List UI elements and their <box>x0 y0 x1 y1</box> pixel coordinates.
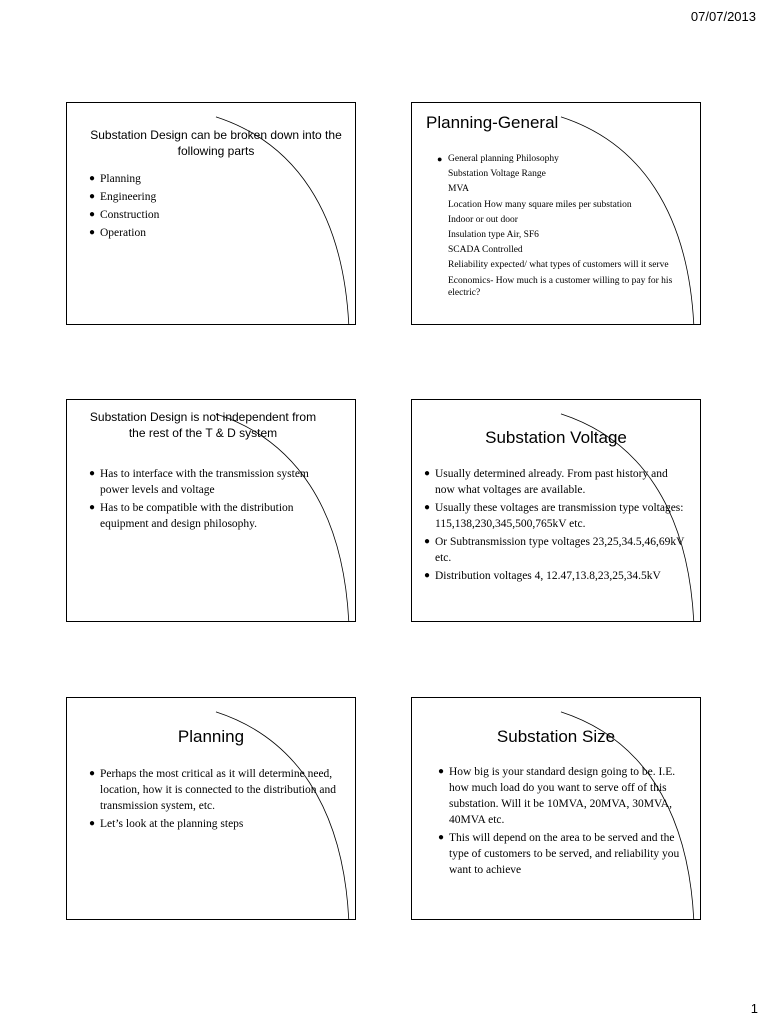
slide-title: Substation Design is not independent from the rest of the T & D system <box>89 410 317 440</box>
list-item: ● Operation <box>89 227 146 239</box>
list-item: ● Planning <box>89 173 141 185</box>
slide-title: Substation Size <box>496 727 616 746</box>
list-item: ● How big is your standard design going to be. I.E. how much load do you want to serve off of this substation. Will it be 10MVA, 20MVA, 30MVA, 40MVA etc. <box>438 766 676 826</box>
list-item: ● Engineering <box>89 191 157 203</box>
list-item: Indoor or out door <box>448 214 518 225</box>
list-item: Insulation type Air, SF6 <box>448 230 539 241</box>
list-item: ● Or Subtransmission type voltages 23,25,34.5,46,69kV etc. <box>424 536 685 564</box>
slide-2 <box>411 102 701 325</box>
list-item: ● Usually these voltages are transmission type voltages: 115,138,230,345,500,765kV etc. <box>424 502 684 530</box>
slide-title: Substation Voltage <box>485 428 627 447</box>
header-date: 07/07/2013 <box>690 9 756 24</box>
list-item: ● Let’s look at the planning steps <box>89 818 244 830</box>
list-item: Substation Voltage Range <box>448 169 546 180</box>
list-item: ● Distribution voltages 4, 12.47,13.8,23,25,34.5kV <box>424 570 661 582</box>
list-item: ● This will depend on the area to be served and the type of customers to be served, and reliability you want to achieve <box>438 832 680 876</box>
list-item: ● General planning Philosophy <box>437 154 559 164</box>
slide-1 <box>66 102 356 325</box>
list-item: ● Perhaps the most critical as it will determine need, location, how it is connected to the distribution and transmission system, etc. <box>89 768 337 812</box>
list-item: ● Construction <box>89 209 160 221</box>
list-item: ● Has to interface with the transmission system power levels and voltage <box>89 468 309 496</box>
slide-title: Planning-General <box>426 113 559 132</box>
list-item: Reliability expected/ what types of customers will it serve <box>448 260 669 271</box>
list-item: SCADA Controlled <box>448 245 523 256</box>
slide-title: Planning <box>177 727 245 746</box>
page-number: 1 <box>750 1001 758 1016</box>
list-item: ● Usually determined already. From past history and now what voltages are available. <box>424 468 668 496</box>
slide-title: Substation Design can be broken down into the following parts <box>90 128 342 158</box>
list-item: Location How many square miles per substation <box>448 199 632 210</box>
slide-5 <box>66 697 356 920</box>
list-item: MVA <box>448 184 469 195</box>
list-item: Economics- How much is a customer willing to pay for his electric? <box>448 275 673 298</box>
slide-4 <box>411 399 701 622</box>
slide-6 <box>411 697 701 920</box>
slide-3 <box>66 399 356 622</box>
list-item: ● Has to be compatible with the distribution equipment and design philosophy. <box>89 502 294 530</box>
